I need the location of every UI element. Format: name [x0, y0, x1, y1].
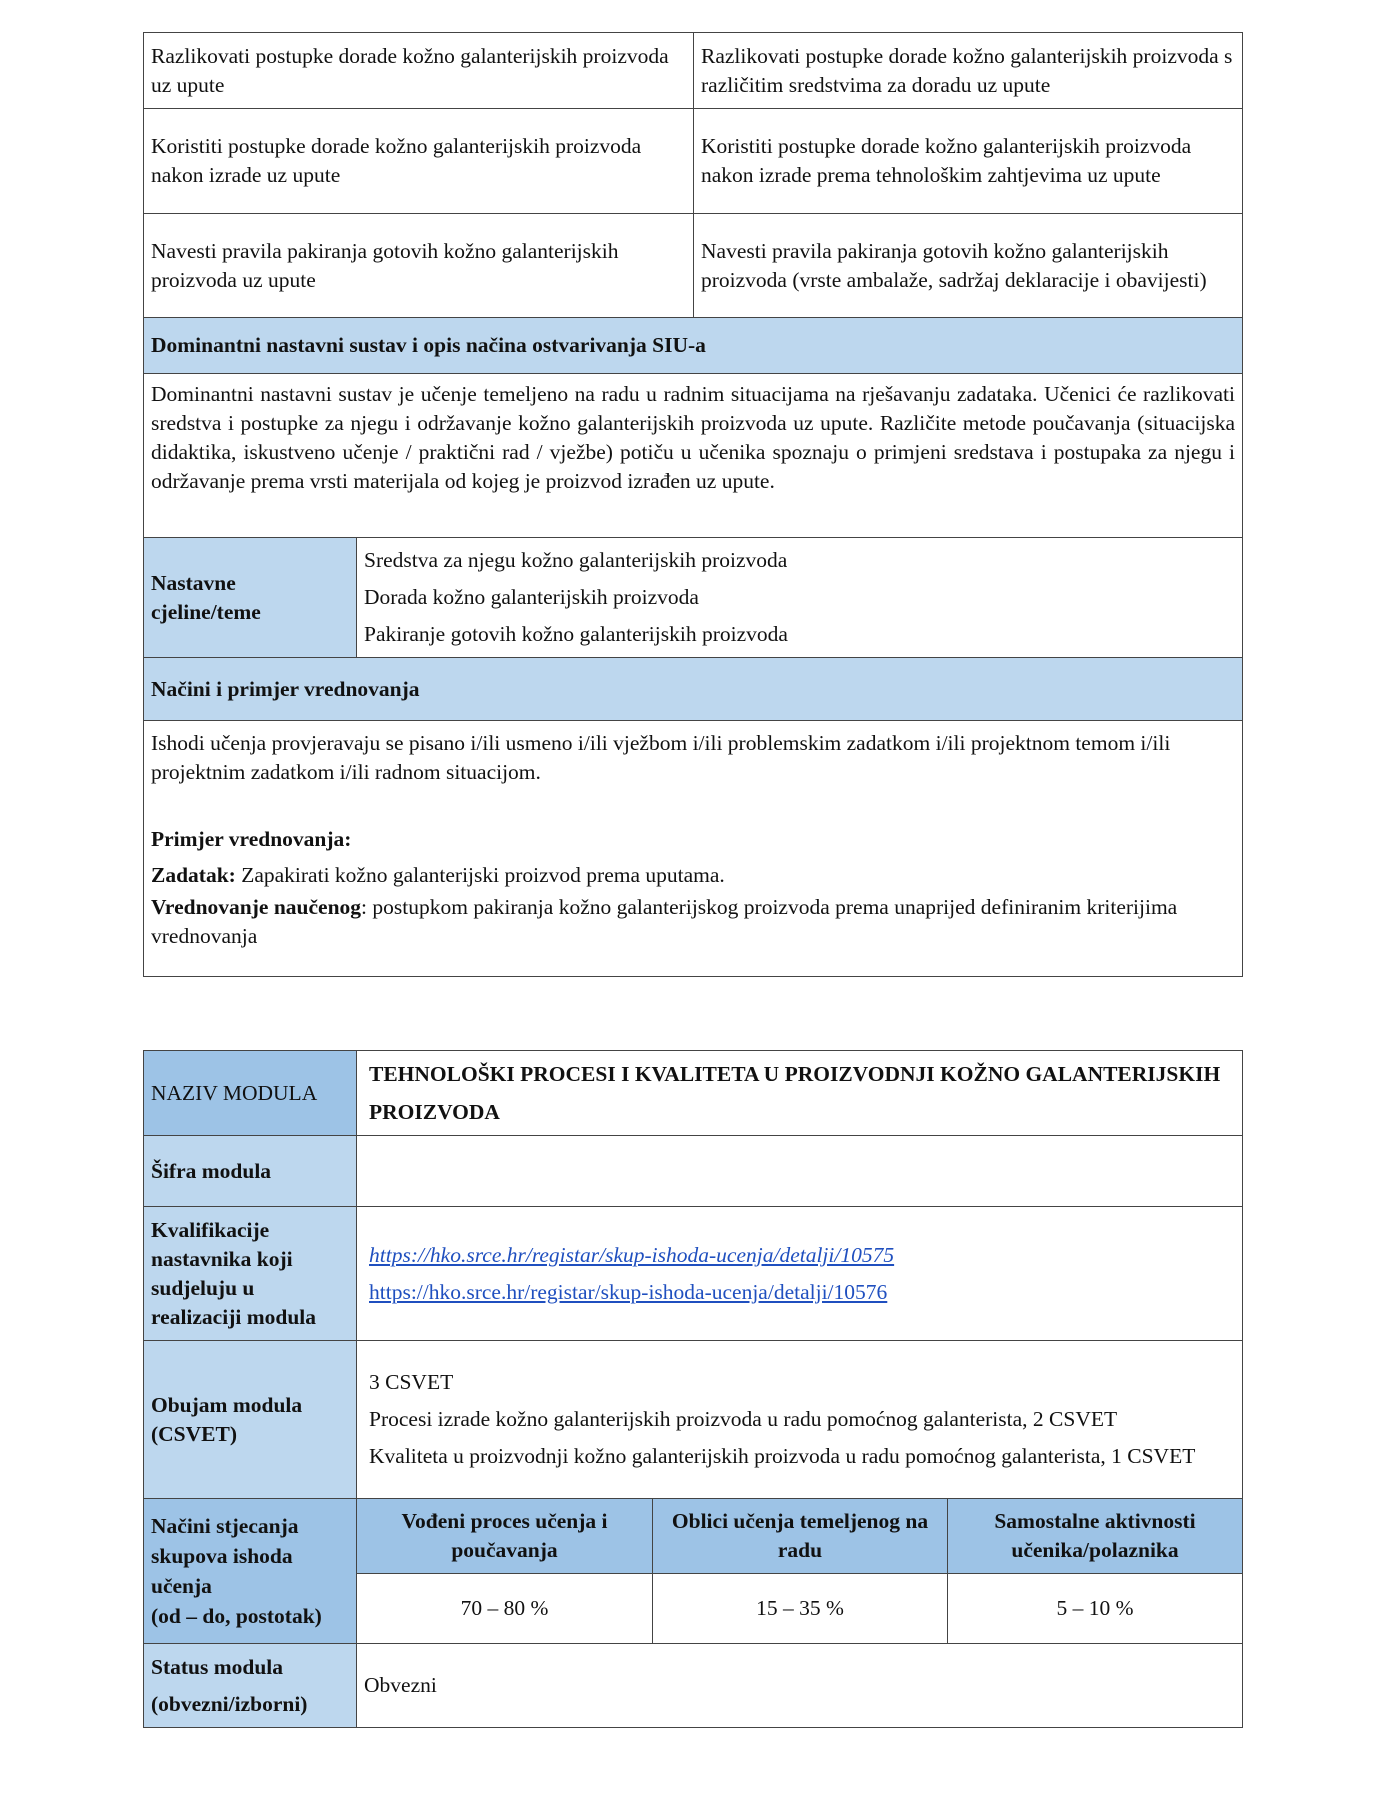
- acquisition-header-workbased: Oblici učenja temeljenog na radu: [653, 1499, 948, 1574]
- volume-label: Obujam modula (CSVET): [144, 1341, 357, 1499]
- acquisition-value-guided: 70 – 80 %: [357, 1574, 653, 1644]
- module-name-value: TEHNOLOŠKI PROCESI I KVALITETA U PROIZVODNJI KOŽNO GALANTERIJSKIH PROIZVODA: [357, 1051, 1243, 1136]
- outcome-left: Razlikovati postupke dorade kožno galanterijskih proizvoda uz upute: [144, 33, 694, 109]
- module-info-table: [143, 1050, 1243, 1728]
- section-heading-row: [144, 658, 1243, 721]
- example-heading: Primjer vrednovanja:: [151, 827, 352, 851]
- volume-values: [357, 1341, 1243, 1499]
- qualification-link-10576[interactable]: https://hko.srce.hr/registar/skup-ishoda-ucenja/detalji/10576: [369, 1279, 888, 1304]
- qualifications-row: [144, 1207, 1243, 1341]
- dominant-text-row: [144, 374, 1243, 538]
- status-label: Status modula (obvezni/izborni): [144, 1644, 357, 1728]
- acquisition-header-guided: Vođeni proces učenja i poučavanja: [357, 1499, 653, 1574]
- task-line: [151, 857, 1235, 893]
- learned-text: : postupkom pakiranja kožno galanterijskog proizvoda prema unaprijed definiranim kriterijima vrednovanja: [151, 895, 1178, 948]
- qualifications-links: [357, 1207, 1243, 1341]
- outcome-row: [144, 109, 1243, 214]
- outcome-left: Navesti pravila pakiranja gotovih kožno galanterijskih proizvoda uz upute: [144, 214, 694, 318]
- status-row: [144, 1644, 1243, 1728]
- module-name-row: [144, 1051, 1243, 1136]
- learned-line: [151, 893, 1235, 951]
- module-code-row: [144, 1136, 1243, 1207]
- qualification-link-10575[interactable]: https://hko.srce.hr/registar/skup-ishoda-ucenja/detalji/10575: [369, 1242, 895, 1267]
- outcome-row: [144, 33, 1243, 109]
- module-name-label: NAZIV MODULA: [144, 1051, 357, 1136]
- acquisition-header-row: [144, 1499, 1243, 1574]
- module-code-label: Šifra modula: [144, 1136, 357, 1207]
- outcome-right: Navesti pravila pakiranja gotovih kožno galanterijskih proizvoda (vrste ambalaže, sadržaj deklaracije i obavijesti): [694, 214, 1243, 318]
- section-heading-row: [144, 318, 1243, 374]
- acquisition-label-text: Načini stjecanja skupova ishoda učenja: [151, 1514, 299, 1598]
- topic-item: Sredstva za njegu kožno galanterijskih proizvoda: [364, 548, 788, 572]
- dominant-text: Dominantni nastavni sustav je učenje temeljeno na radu u radnim situacijama na rješavanju zadataka. Učenici će razlikovati sredstva i postupke za njegu i održavanje kožno galanterijskih proizvoda uz upute. Različite metode poučavanja (situacijska didaktika, iskustveno učenje / praktični rad / vježbe) potiču u učenika spoznaju o primjeni sredstava i postupaka za njegu i održavanje prema vrsti materijala od kojeg je proizvod izrađen uz upute.: [144, 374, 1243, 538]
- qualifications-label: Kvalifikacije nastavnika koji sudjeluju u realizaciji modula: [144, 1207, 357, 1341]
- topics-row: [144, 538, 1243, 658]
- outcome-left: Koristiti postupke dorade kožno galanterijskih proizvoda nakon izrade uz upute: [144, 109, 694, 214]
- volume-part: Kvaliteta u proizvodnji kožno galanterijskih proizvoda u radu pomoćnog galanterista, 1 CSVET: [369, 1444, 1196, 1468]
- acquisition-value-independent: 5 – 10 %: [948, 1574, 1243, 1644]
- evaluation-text: Ishodi učenja provjeravaju se pisano i/ili usmeno i/ili vježbom i/ili problemskim zadatkom i/ili projektnom temom i/ili projektnim zadatkom i/ili radnom situacijom.: [151, 731, 1171, 784]
- module-code-value: [357, 1136, 1243, 1207]
- acquisition-label: [144, 1499, 357, 1644]
- volume-total: 3 CSVET: [369, 1370, 454, 1394]
- outcome-right: Razlikovati postupke dorade kožno galanterijskih proizvoda s različitim sredstvima za doradu uz upute: [694, 33, 1243, 109]
- status-value: Obvezni: [357, 1644, 1243, 1728]
- acquisition-header-independent: Samostalne aktivnosti učenika/polaznika: [948, 1499, 1243, 1574]
- outcome-right: Koristiti postupke dorade kožno galanterijskih proizvoda nakon izrade prema tehnološkim zahtjevima uz upute: [694, 109, 1243, 214]
- topics-label: Nastavne cjeline/teme: [144, 538, 357, 658]
- acquisition-label-range: (od – do, postotak): [151, 1604, 322, 1628]
- volume-part: Procesi izrade kožno galanterijskih proizvoda u radu pomoćnog galanterista, 2 CSVET: [369, 1407, 1118, 1431]
- task-label: Zadatak:: [151, 863, 236, 887]
- topics-list: [357, 538, 1243, 658]
- evaluation-heading: Načini i primjer vrednovanja: [144, 658, 1243, 721]
- task-text: Zapakirati kožno galanterijski proizvod prema uputama.: [235, 863, 725, 887]
- topic-item: Dorada kožno galanterijskih proizvoda: [364, 585, 699, 609]
- acquisition-value-workbased: 15 – 35 %: [653, 1574, 948, 1644]
- outcome-row: [144, 214, 1243, 318]
- evaluation-cell: [144, 721, 1243, 977]
- module-details-table: [143, 32, 1243, 977]
- volume-row: [144, 1341, 1243, 1499]
- dominant-heading: Dominantni nastavni sustav i opis načina ostvarivanja SIU-a: [144, 318, 1243, 374]
- evaluation-row: [144, 721, 1243, 977]
- topic-item: Pakiranje gotovih kožno galanterijskih proizvoda: [364, 622, 788, 646]
- learned-label: Vrednovanje naučenog: [151, 895, 362, 919]
